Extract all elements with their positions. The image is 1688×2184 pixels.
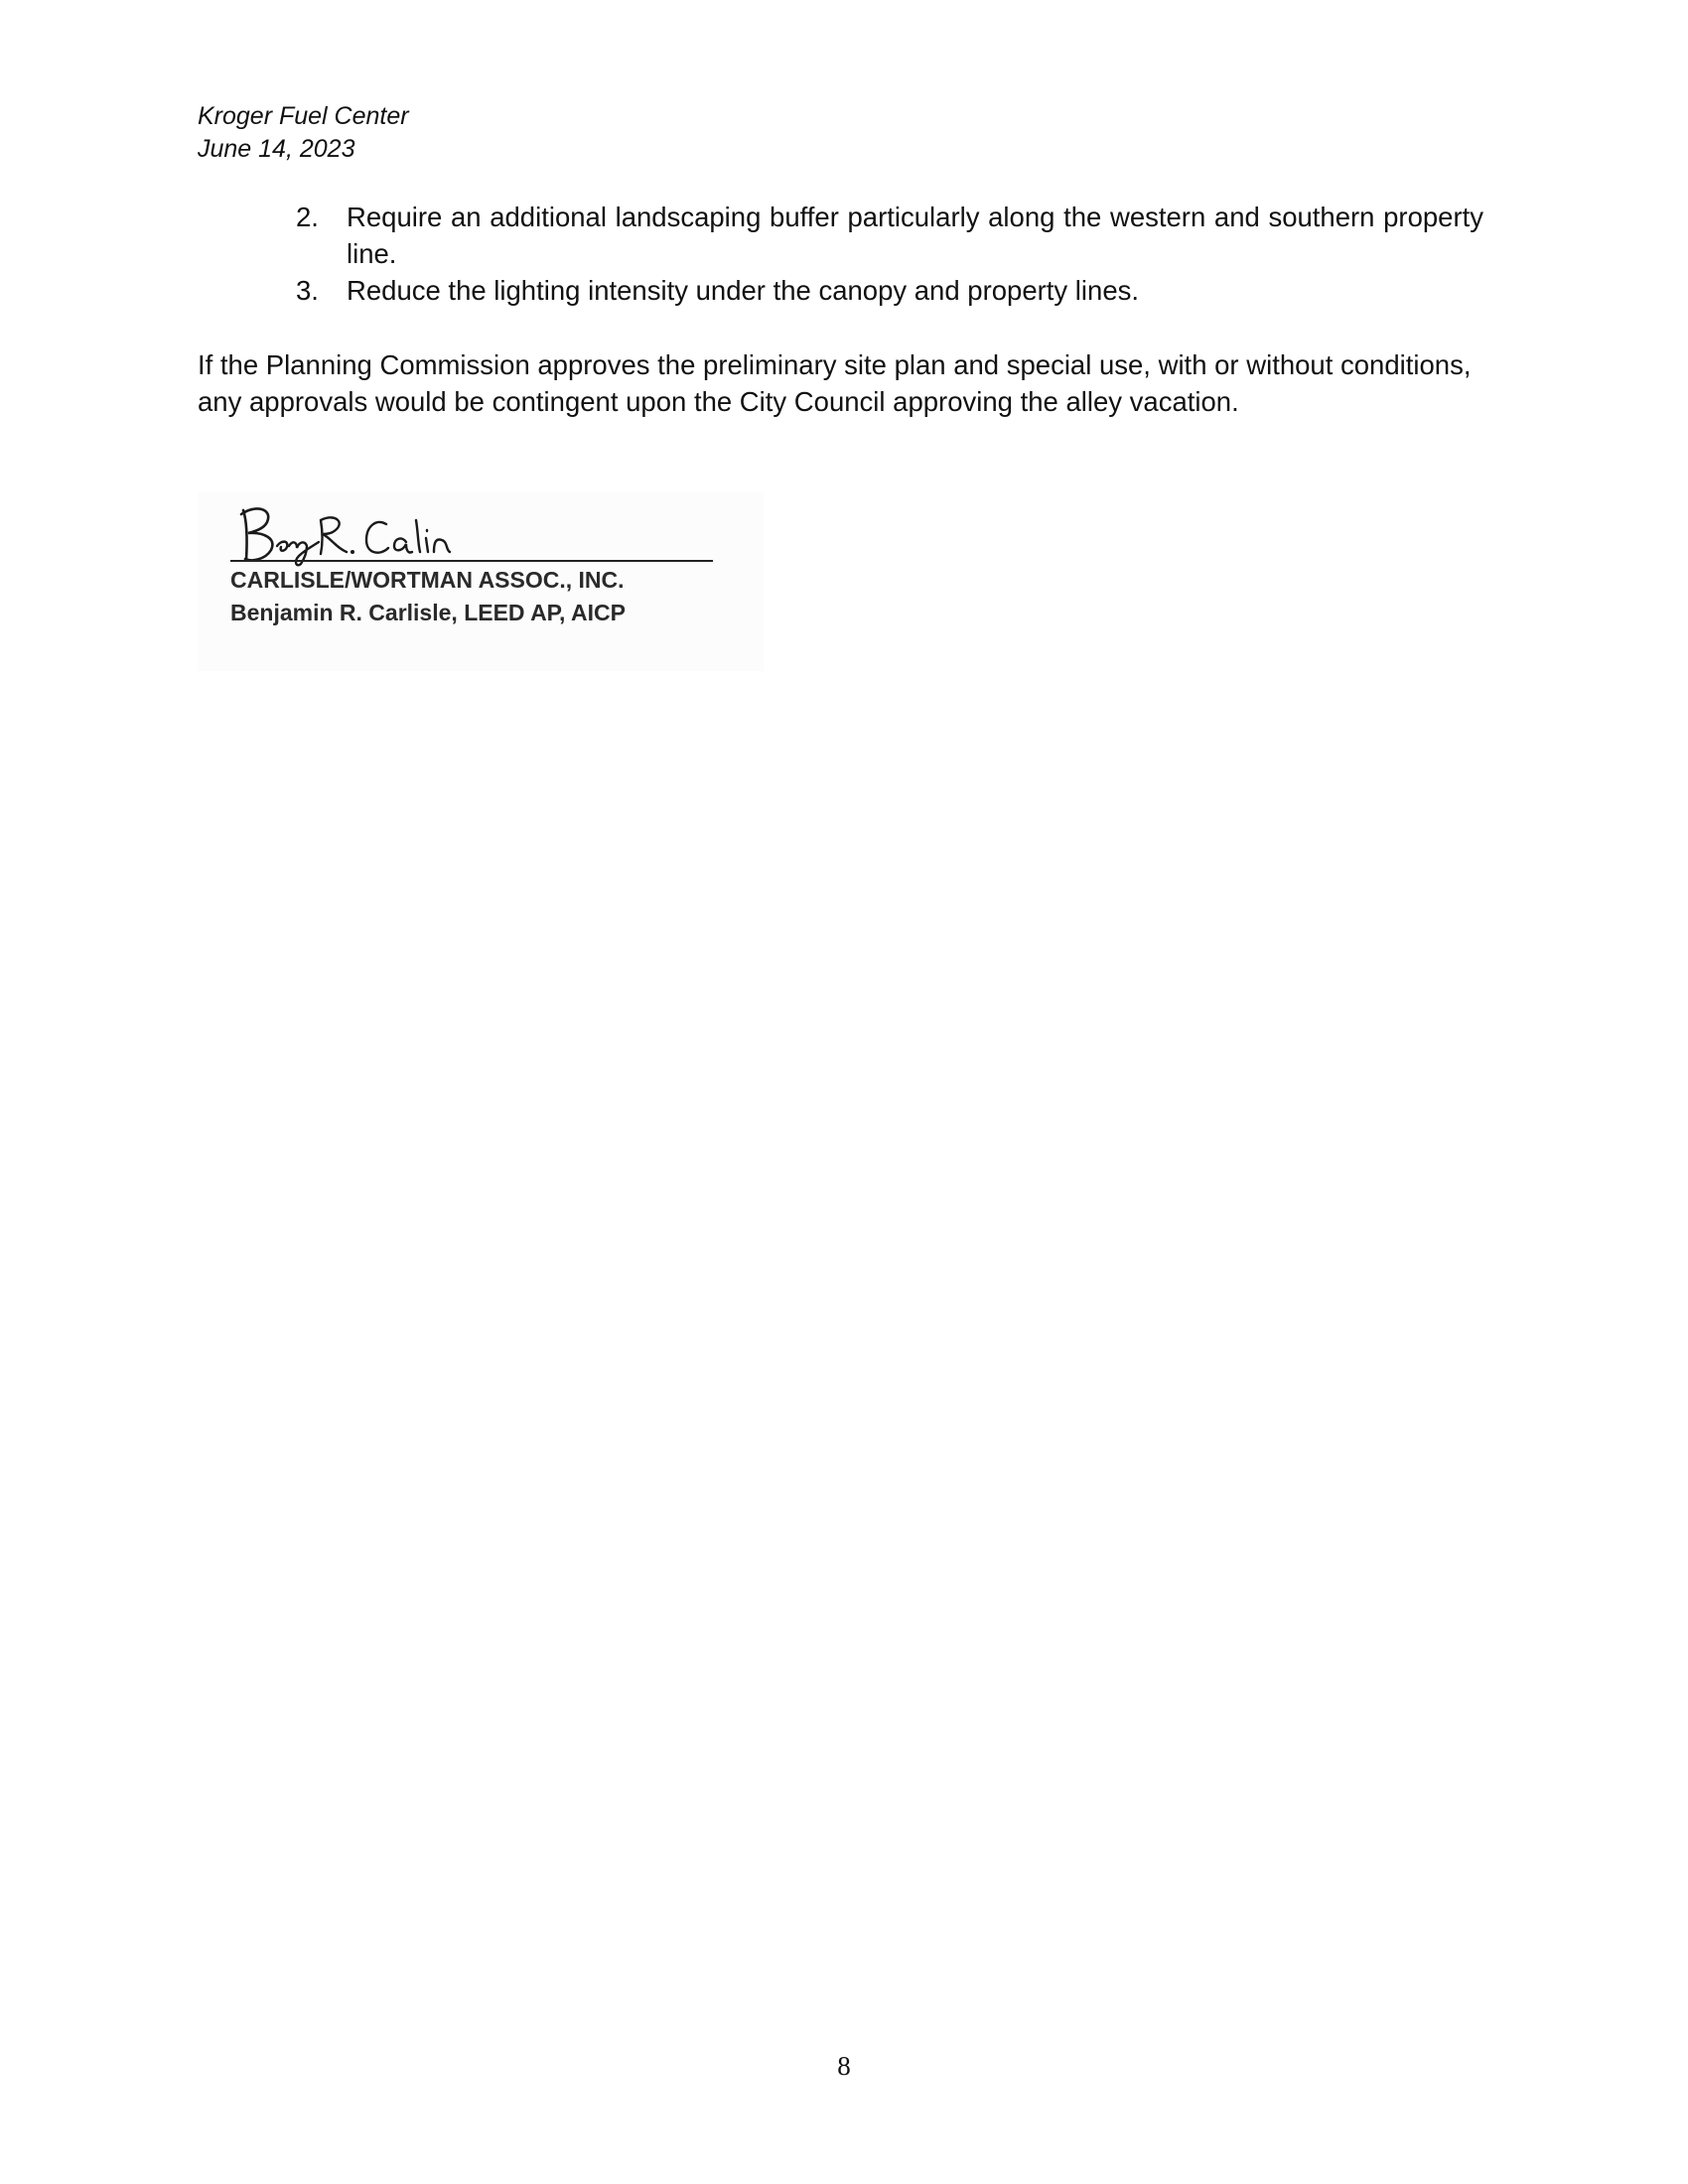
document-header bbox=[198, 100, 409, 166]
signature-block bbox=[198, 492, 764, 671]
list-item-number: 3. bbox=[296, 275, 319, 306]
list-item-text: Require an additional landscaping buffer particularly along the western and southern property line. bbox=[347, 202, 1483, 269]
signature-line bbox=[230, 560, 713, 562]
list-item bbox=[296, 199, 1483, 272]
list-item-number: 2. bbox=[296, 202, 319, 232]
approval-paragraph: If the Planning Commission approves the preliminary site plan and special use, with or without conditions, any approvals would be contingent upon the City Council approving the alley vacation. bbox=[198, 349, 1472, 417]
signature-name: Benjamin R. Carlisle, LEED AP, AICP bbox=[230, 600, 626, 625]
recommendation-list bbox=[296, 199, 1483, 309]
header-date: June 14, 2023 bbox=[198, 135, 355, 163]
signature-organization: CARLISLE/WORTMAN ASSOC., INC. bbox=[230, 567, 625, 593]
header-title: Kroger Fuel Center bbox=[198, 102, 409, 130]
page-number: 8 bbox=[837, 2051, 851, 2081]
list-item bbox=[296, 272, 1483, 309]
list-item-text: Reduce the lighting intensity under the canopy and property lines. bbox=[347, 275, 1140, 306]
